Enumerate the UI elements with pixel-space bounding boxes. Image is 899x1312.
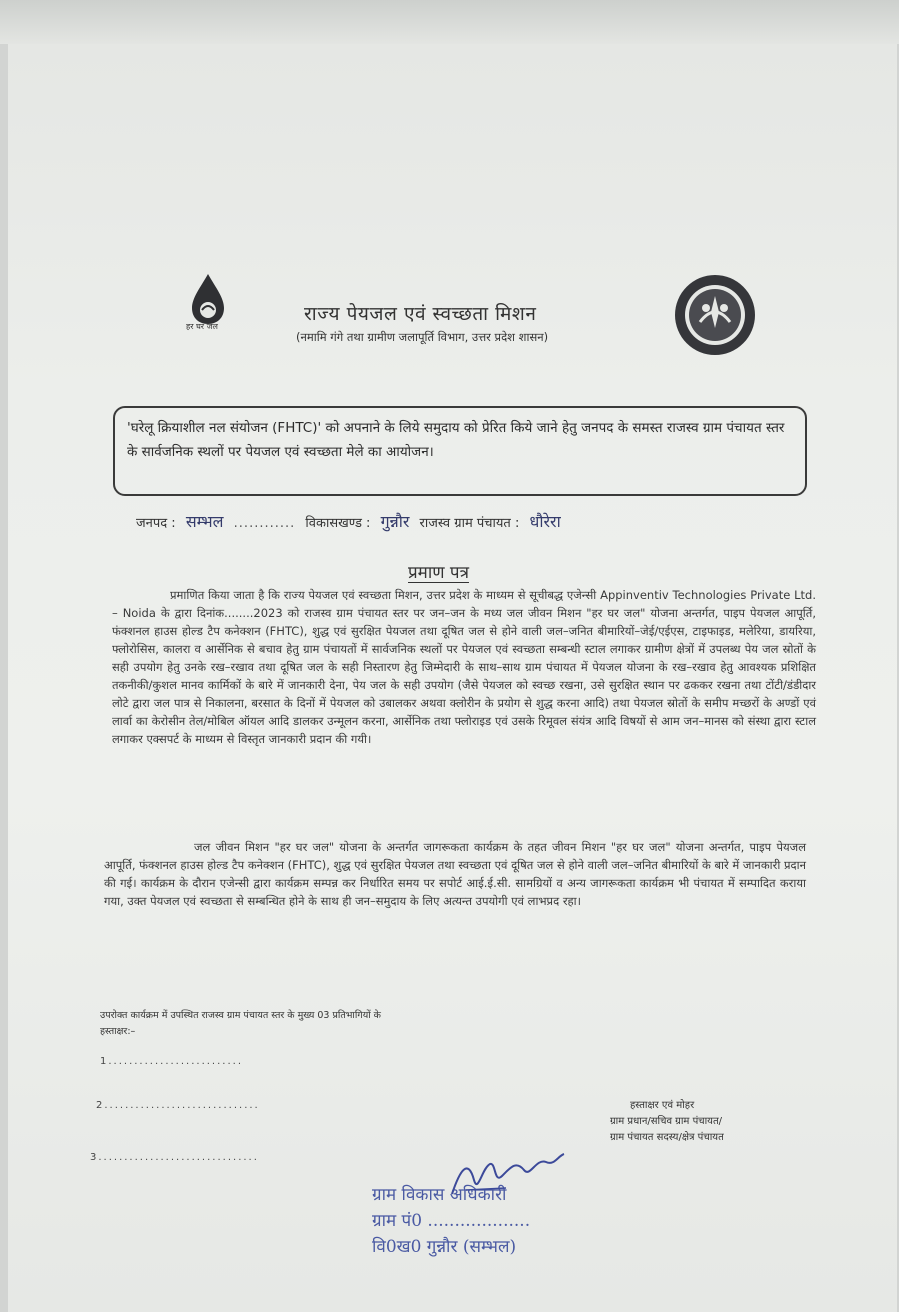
panchayat-label: राजस्व ग्राम पंचायत : (419, 516, 520, 531)
district-label: जनपद : (136, 516, 176, 531)
handwritten-signature (446, 1150, 570, 1206)
stamp-line-1: ग्राम विकास अधिकारी (372, 1185, 507, 1205)
certificate-paragraph-2: जल जीवन मिशन "हर घर जल" योजना के अन्तर्गत जागरूकता कार्यक्रम के तहत जीवन मिशन "हर घर जल" योजना अन्तर्गत, पाइप पेयजल आपूर्ति, फंक्शनल हाउस होल्ड टैप कनेक्शन (FHTC), शुद्ध एवं सुरक्षित पेयजल तथा स्वच्छता एवं दूषित जल से होने वाली जल–जनित बीमारियों के बारे में जानकारी प्रदान की गई। कार्यक्रम के दौरान एजेन्सी द्वारा कार्यक्रम सम्पन्न कर निर्धारित समय पर सपोर्ट आई.ई.सी. सामग्रियों व अन्य जागरूकता कार्यक्रम भी पंचायत में सम्पादित कराया गया, उक्त पेयजल एवं स्वच्छता से सम्बन्धित होने के साथ ही जन–समुदाय के लिए अत्यन्त उपयोगी एवं लाभप्रद रहा। (104, 840, 806, 908)
certificate-paragraph-1: प्रमाणित किया जाता है कि राज्य पेयजल एवं स्वच्छता मिशन, उत्तर प्रदेश के माध्यम से सूचीबद्ध एजेन्सी Appinventiv Technologies Private Ltd. – Noida के द्वारा दिनांक........2023 को राजस्व ग्राम पंचायत स्तर पर जन–जन के मध्य जल जीवन मिशन "हर घर जल" योजना अन्तर्गत, पाइप पेयजल आपूर्ति, फंक्शनल हाउस होल्ड टैप कनेक्शन (FHTC), शुद्ध एवं सुरक्षित पेयजल तथा दूषित जल से होने वाली जल–जनित बीमारियों–जेई/एईएस, टाइफाइड, मलेरिया, डायरिया, फ्लोरोसिस, कालरा व आर्सेनिक से बचाव हेतु ग्राम पंचायतों में सार्वजनिक स्थलों पर पेयजल एवं स्वच्छता सम्बन्धी स्टाल लगाकर ग्रामीण क्षेत्रों में उपलब्ध पेय जल स्रोतों के सही उपयोग हेतु उनके रख–रखाव तथा दूषित जल के सही निस्तारण हेतु जिम्मेदारी के साथ–साथ ग्राम पंचायत में पेयजल योजना के रख–रखाव हेतु आवश्यक प्रशिक्षित तकनीकी/कुशल मानव कार्मिकों के बारे में जानकारी देना, पेय जल के सही उपयोग (जैसे पेयजल को स्वच्छ रखना, उसे सुरक्षित स्थान पर ढककर रखना तथा टोंटी/डंडीदार लोटे द्वारा जल पात्र से निकालना, बरसात के दिनों में पेयजल को उबालकर अथवा क्लोरीन के प्रयोग से शुद्ध करना आदि) तथा पेयजल स्रोतों के समीप मच्छरों के अण्डों एवं लार्वा का केरोसीन तेल/मोबिल ऑयल आदि डालकर उन्मूलन करना, आर्सेनिक तथा फ्लोराइड एवं उसके रिमूवल संयंत्र आदि विषयों से आम जन–मानस को संस्था द्वारा स्टाल लगाकर एक्सपर्ट के माध्यम से विस्तृत जानकारी प्रदान की गयी। (112, 588, 816, 746)
banner-text: 'घरेलू क्रियाशील नल संयोजन (FHTC)' को अपनाने के लिये समुदाय को प्रेरित किये जाने हेतु जनपद के समस्त राजस्व ग्राम पंचायत स्तर के सार्वजनिक स्थलों पर पेयजल एवं स्वच्छता मेले का आयोजन। (127, 420, 785, 460)
certificate-title: प्रमाण पत्र (408, 563, 469, 583)
authority-line-3: ग्राम पंचायत सदस्य/क्षेत्र पंचायत (610, 1132, 724, 1143)
panchayat-value: धौरेरा (529, 512, 561, 531)
attendee-signature-line-2: 2.............................. (96, 1100, 260, 1111)
district-dots: ............ (233, 516, 296, 531)
up-seal-logo (672, 272, 758, 358)
block-label: विकासखण्ड : (305, 516, 371, 531)
stamp-line-3: वि0ख0 गुन्नौर (सम्भल) (372, 1237, 517, 1257)
district-value: सम्भल (185, 512, 224, 531)
org-title: राज्य पेयजल एवं स्वच्छता मिशन (304, 303, 537, 325)
attendee-signature-line-1: 1.......................... (100, 1056, 244, 1067)
authority-line-2: ग्राम प्रधान/सचिव ग्राम पंचायत/ (610, 1116, 723, 1127)
attendees-note: उपरोक्त कार्यक्रम में उपस्थित राजस्व ग्राम पंचायत स्तर के मुख्य 03 प्रतिभागियों के (100, 1010, 381, 1021)
stamp-line-2: ग्राम पं0 ................... (372, 1211, 531, 1231)
attendee-signature-line-3: 3............................... (90, 1152, 259, 1163)
subject-banner (113, 406, 807, 496)
logo-caption: हर घर जल (186, 322, 218, 331)
water-drop-icon (186, 272, 242, 344)
up-government-seal-icon (672, 272, 758, 358)
jal-jeevan-logo (186, 272, 242, 344)
authority-line-1: हस्ताक्षर एवं मोहर (630, 1100, 695, 1111)
org-subtitle: (नमामि गंगे तथा ग्रामीण जलापूर्ति विभाग, उत्तर प्रदेश शासन) (296, 330, 549, 344)
block-value: गुन्नौर (380, 512, 410, 531)
attendees-sign-label: हस्ताक्षर:– (100, 1026, 136, 1037)
paper-fold-shadow (0, 0, 899, 44)
location-fields (136, 510, 567, 532)
authority-block (610, 1098, 724, 1146)
